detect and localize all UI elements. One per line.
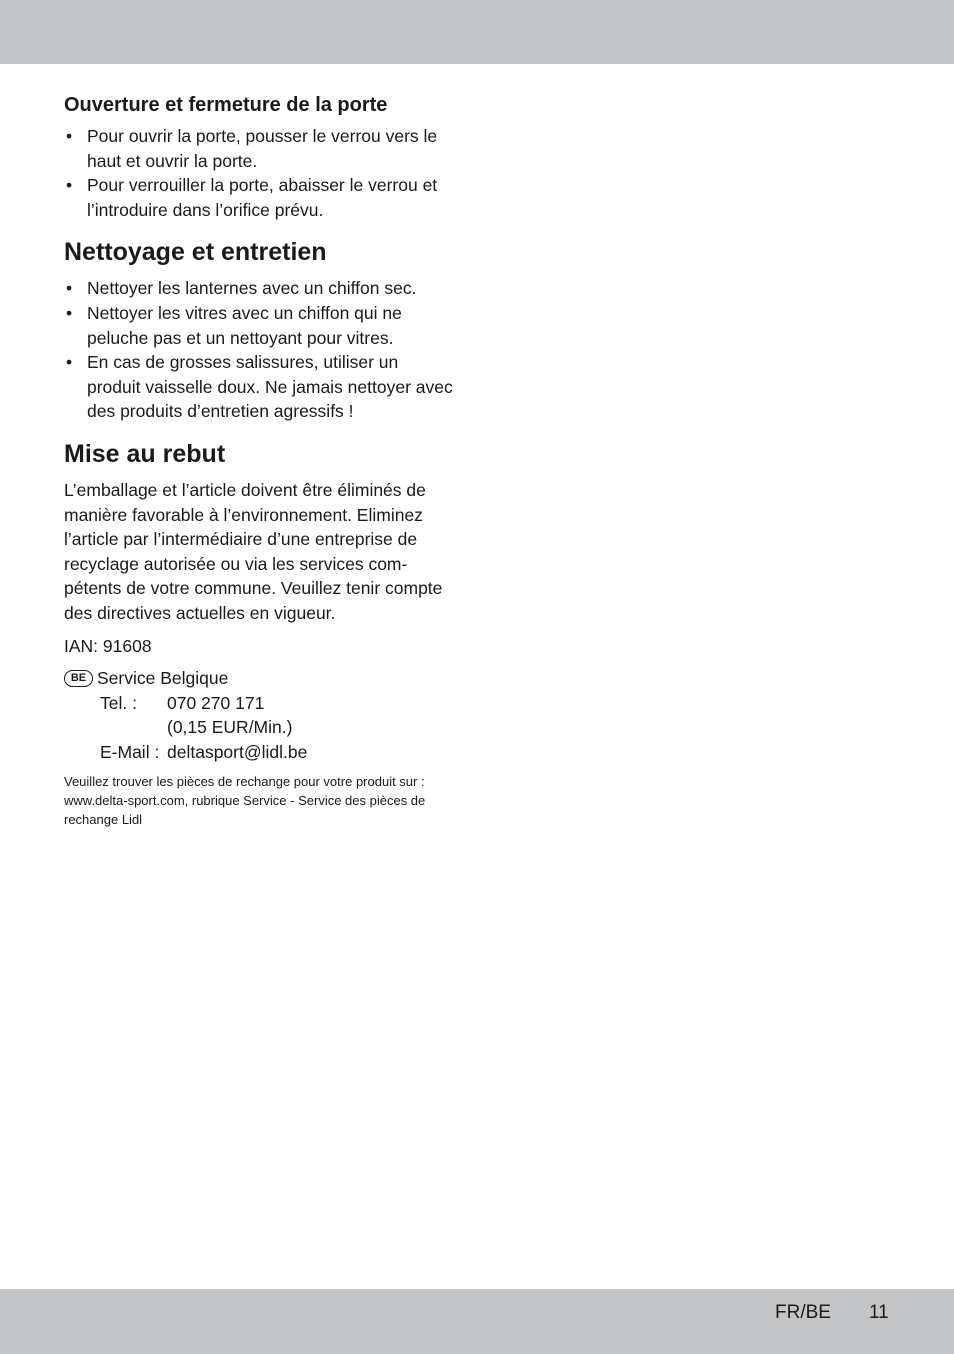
tel-rate-row: [64, 715, 456, 740]
door-heading: Ouverture et fermeture de la porte: [64, 94, 388, 116]
service-title: Service Belgique: [97, 668, 229, 689]
list-item: • En cas de grosses salissures, utiliser un produit vaisselle doux. Ne jamais nettoyer avec des produits d’entretien agressifs !: [64, 350, 456, 424]
tel-value: 070 270 171: [167, 692, 265, 713]
cleaning-heading: Nettoyage et entretien: [64, 238, 327, 267]
country-badge: BE: [64, 670, 93, 687]
disposal-heading: Mise au rebut: [64, 439, 226, 468]
email-row: [64, 740, 456, 765]
list-item: • Pour verrouiller la porte, abaisser le verrou et l’introduire dans l’orifice prévu.: [64, 173, 456, 222]
spare-parts-note: Veuillez trouver les pièces de rechange pour votre produit sur : www.delta-sport.com, rubrique Service - Service des pièces de rechange Lidl: [64, 774, 426, 828]
tel-label: Tel. :: [100, 692, 137, 713]
service-title-row: [64, 666, 456, 691]
header-bar: [0, 0, 954, 64]
cleaning-list: [64, 276, 456, 424]
door-list: [64, 124, 456, 222]
list-item: • Nettoyer les lanternes avec un chiffon sec.: [64, 276, 456, 301]
email-label: E-Mail :: [100, 741, 160, 762]
list-item: • Nettoyer les vitres avec un chiffon qui ne peluche pas et un nettoyant pour vitres.: [64, 301, 456, 350]
main-content: [64, 92, 456, 829]
disposal-text: L’emballage et l’article doivent être éliminés de manière favorable à l’environnement. Eliminez l’article par l’intermédiaire d’une entreprise de recyclage autorisée ou via les services com-pétents de votre commune. Veuillez tenir compte des directives actuelles en vigueur.: [64, 479, 443, 623]
page-number: 11: [869, 1302, 889, 1323]
footer-language: FR/BE: [775, 1302, 831, 1323]
list-item: • Pour ouvrir la porte, pousser le verrou vers le haut et ouvrir la porte.: [64, 124, 456, 173]
tel-row: [64, 691, 456, 716]
tel-rate: (0,15 EUR/Min.): [167, 717, 293, 738]
ian-number: IAN: 91608: [64, 635, 152, 656]
email-link[interactable]: deltasport@lidl.be: [167, 741, 308, 762]
